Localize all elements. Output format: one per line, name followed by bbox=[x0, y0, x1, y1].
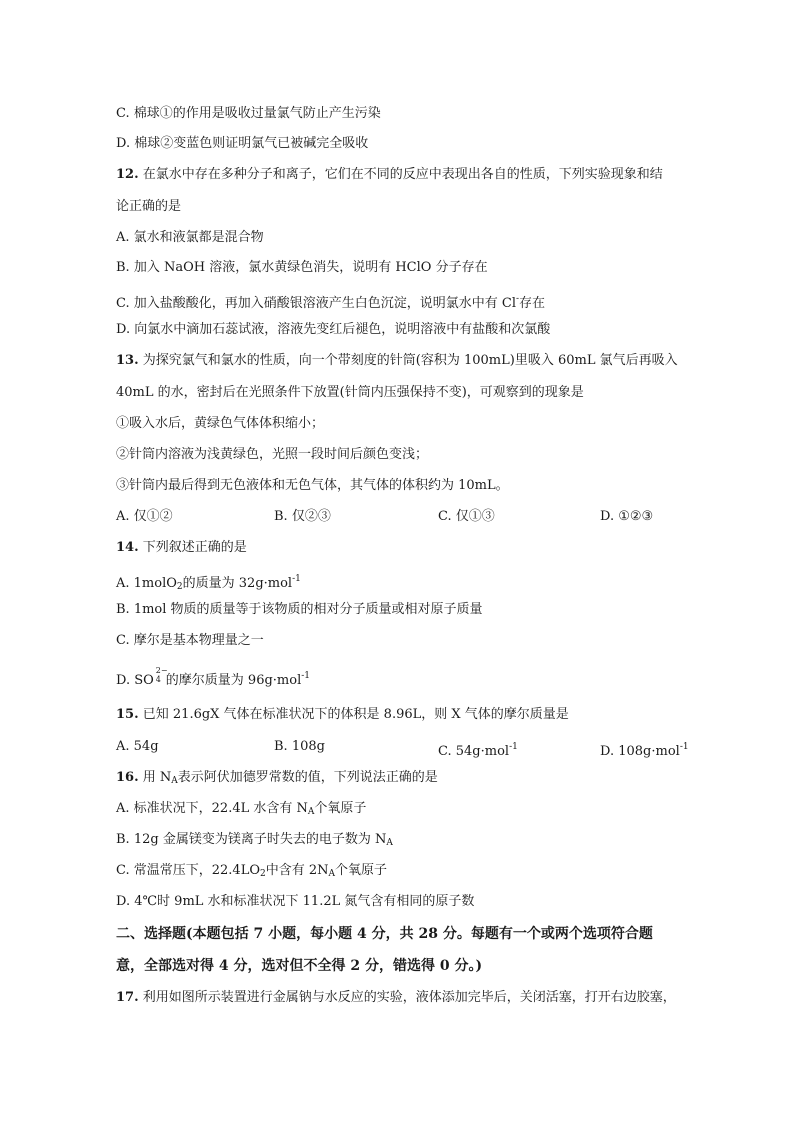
q17-number: 17. bbox=[116, 990, 139, 1005]
q14-option-d-text: D. SO bbox=[116, 673, 154, 688]
q14-option-c: C. 摩尔是基本物理量之一 bbox=[116, 633, 264, 648]
q15-option-c-text: C. 54g·mol bbox=[438, 744, 510, 759]
q16-option-b bbox=[116, 830, 393, 853]
q15-number: 15. bbox=[116, 707, 139, 722]
q16-option-c-mid: 中含有 2N bbox=[265, 863, 329, 878]
q15-stem bbox=[116, 705, 569, 725]
q13-item-3: ③针筒内最后得到无色液体和无色气体，其气体的体积约为 10mL。 bbox=[116, 478, 509, 493]
q16-stem-tail: 表示阿伏加德罗常数的值，下列说法正确的是 bbox=[177, 770, 438, 785]
q12-stem-line-1 bbox=[116, 165, 663, 185]
q14-option-d-mid: 的摩尔质量为 96g·mol bbox=[165, 673, 302, 688]
q15-option-d bbox=[600, 737, 689, 762]
q13-number: 13. bbox=[116, 353, 139, 368]
q12-option-a: A. 氯水和液氯都是混合物 bbox=[116, 230, 264, 245]
q13-option-d: D. ①②③ bbox=[600, 509, 654, 524]
superscript-minus-one: -1 bbox=[509, 742, 518, 752]
q16-option-a bbox=[116, 799, 366, 822]
q12-option-c-text: C. 加入盐酸酸化，再加入硝酸银溶液产生白色沉淀，说明氯水中有 Cl bbox=[116, 296, 516, 311]
subscript-a: A bbox=[171, 776, 178, 786]
q14-option-b: B. 1mol 物质的质量等于该物质的相对分子质量或相对原子质量 bbox=[116, 602, 483, 617]
q13-stem-line-2: 40mL 的水，密封后在光照条件下放置(针筒内压强保持不变)，可观察到的现象是 bbox=[116, 385, 584, 400]
superscript-minus-one: -1 bbox=[679, 742, 689, 752]
q16-stem-text: 用 N bbox=[142, 770, 172, 785]
q11-option-d: D. 棉球②变蓝色则证明氯气已被碱完全吸收 bbox=[116, 136, 369, 151]
q14-option-a bbox=[116, 569, 301, 597]
q14-option-a-mid: 的质量为 32g·mol bbox=[182, 576, 293, 591]
q17-stem bbox=[116, 988, 676, 1008]
subscript-2: 2 bbox=[259, 869, 266, 879]
q13-option-c: C. 仅①③ bbox=[438, 509, 495, 524]
q13-item-2: ②针筒内溶液为浅黄绿色，光照一段时间后颜色变浅； bbox=[116, 447, 429, 462]
q16-option-b-text: B. 12g 金属镁变为镁离子时失去的电子数为 N bbox=[116, 832, 387, 847]
q15-option-a: A. 54g bbox=[116, 739, 159, 754]
q15-option-c bbox=[438, 737, 518, 762]
q16-option-c bbox=[116, 861, 387, 884]
q15-stem-text: 已知 21.6gX 气体在标准状况下的体积是 8.96L，则 X 气体的摩尔质量是 bbox=[142, 707, 569, 722]
section-2-heading-line-1: 二、选择题(本题包括 7 小题，每小题 4 分，共 28 分。每题有一个或两个选项符合题 bbox=[116, 926, 653, 942]
sulfate-subscript: 4 bbox=[155, 675, 161, 684]
subscript-a: A bbox=[307, 807, 315, 817]
q16-option-a-tail: 个氧原子 bbox=[314, 801, 367, 816]
superscript-minus-one: -1 bbox=[292, 574, 301, 584]
q13-option-b: B. 仅②③ bbox=[274, 509, 331, 524]
q15-option-d-text: D. 108g·mol bbox=[600, 744, 680, 759]
q16-number: 16. bbox=[116, 770, 139, 785]
q12-number: 12. bbox=[116, 167, 139, 182]
superscript-minus-one: -1 bbox=[301, 671, 311, 681]
q12-option-c-tail: 存在 bbox=[519, 296, 546, 311]
q13-option-a: A. 仅①② bbox=[116, 509, 173, 524]
q12-option-c bbox=[116, 289, 545, 314]
q14-stem-text: 下列叙述正确的是 bbox=[142, 540, 247, 555]
q16-option-c-text: C. 常温常压下，22.4LO bbox=[116, 863, 260, 878]
q15-option-b: B. 108g bbox=[274, 739, 325, 754]
q14-option-d bbox=[116, 666, 310, 691]
q16-stem bbox=[116, 768, 438, 791]
subscript-a: A bbox=[386, 838, 393, 848]
subscript-a: A bbox=[328, 869, 335, 879]
q12-option-d: D. 向氯水中滴加石蕊试液，溶液先变红后褪色，说明溶液中有盐酸和次氯酸 bbox=[116, 322, 551, 337]
q16-option-a-text: A. 标准状况下，22.4L 水含有 N bbox=[116, 801, 308, 816]
sulfate-ion-script bbox=[154, 666, 166, 686]
q13-item-1: ①吸入水后，黄绿色气体体积缩小； bbox=[116, 416, 325, 431]
q12-option-b: B. 加入 NaOH 溶液，氯水黄绿色消失，说明有 HClO 分子存在 bbox=[116, 260, 488, 275]
q11-option-c: C. 棉球①的作用是吸收过量氯气防止产生污染 bbox=[116, 106, 381, 121]
chloride-charge: - bbox=[516, 294, 520, 304]
q13-stem-line-1 bbox=[116, 351, 678, 371]
q17-stem-text: 利用如图所示装置进行金属钠与水反应的实验，液体添加完毕后，关闭活塞，打开右边胶塞， bbox=[142, 990, 676, 1005]
q14-stem bbox=[116, 538, 247, 558]
q16-option-c-tail: 个氧原子 bbox=[335, 863, 388, 878]
sulfate-charge: 2− bbox=[155, 666, 168, 675]
section-2-heading-line-2: 意，全部选对得 4 分，选对但不全得 2 分，错选得 0 分。) bbox=[116, 958, 483, 974]
q12-stem-line-2: 论正确的是 bbox=[116, 199, 182, 214]
q14-number: 14. bbox=[116, 540, 139, 555]
q12-stem-text-1: 在氯水中存在多种分子和离子，它们在不同的反应中表现出各自的性质，下列实验现象和结 bbox=[142, 167, 663, 182]
subscript-2: 2 bbox=[176, 582, 183, 592]
q14-option-a-text: A. 1molO bbox=[116, 576, 177, 591]
q13-stem-text-1: 为探究氯气和氯水的性质，向一个带刻度的针筒(容积为 100mL)里吸入 60mL 氯气后再吸入 bbox=[142, 353, 678, 368]
q16-option-d: D. 4℃时 9mL 水和标准状况下 11.2L 氮气含有相同的原子数 bbox=[116, 894, 475, 909]
